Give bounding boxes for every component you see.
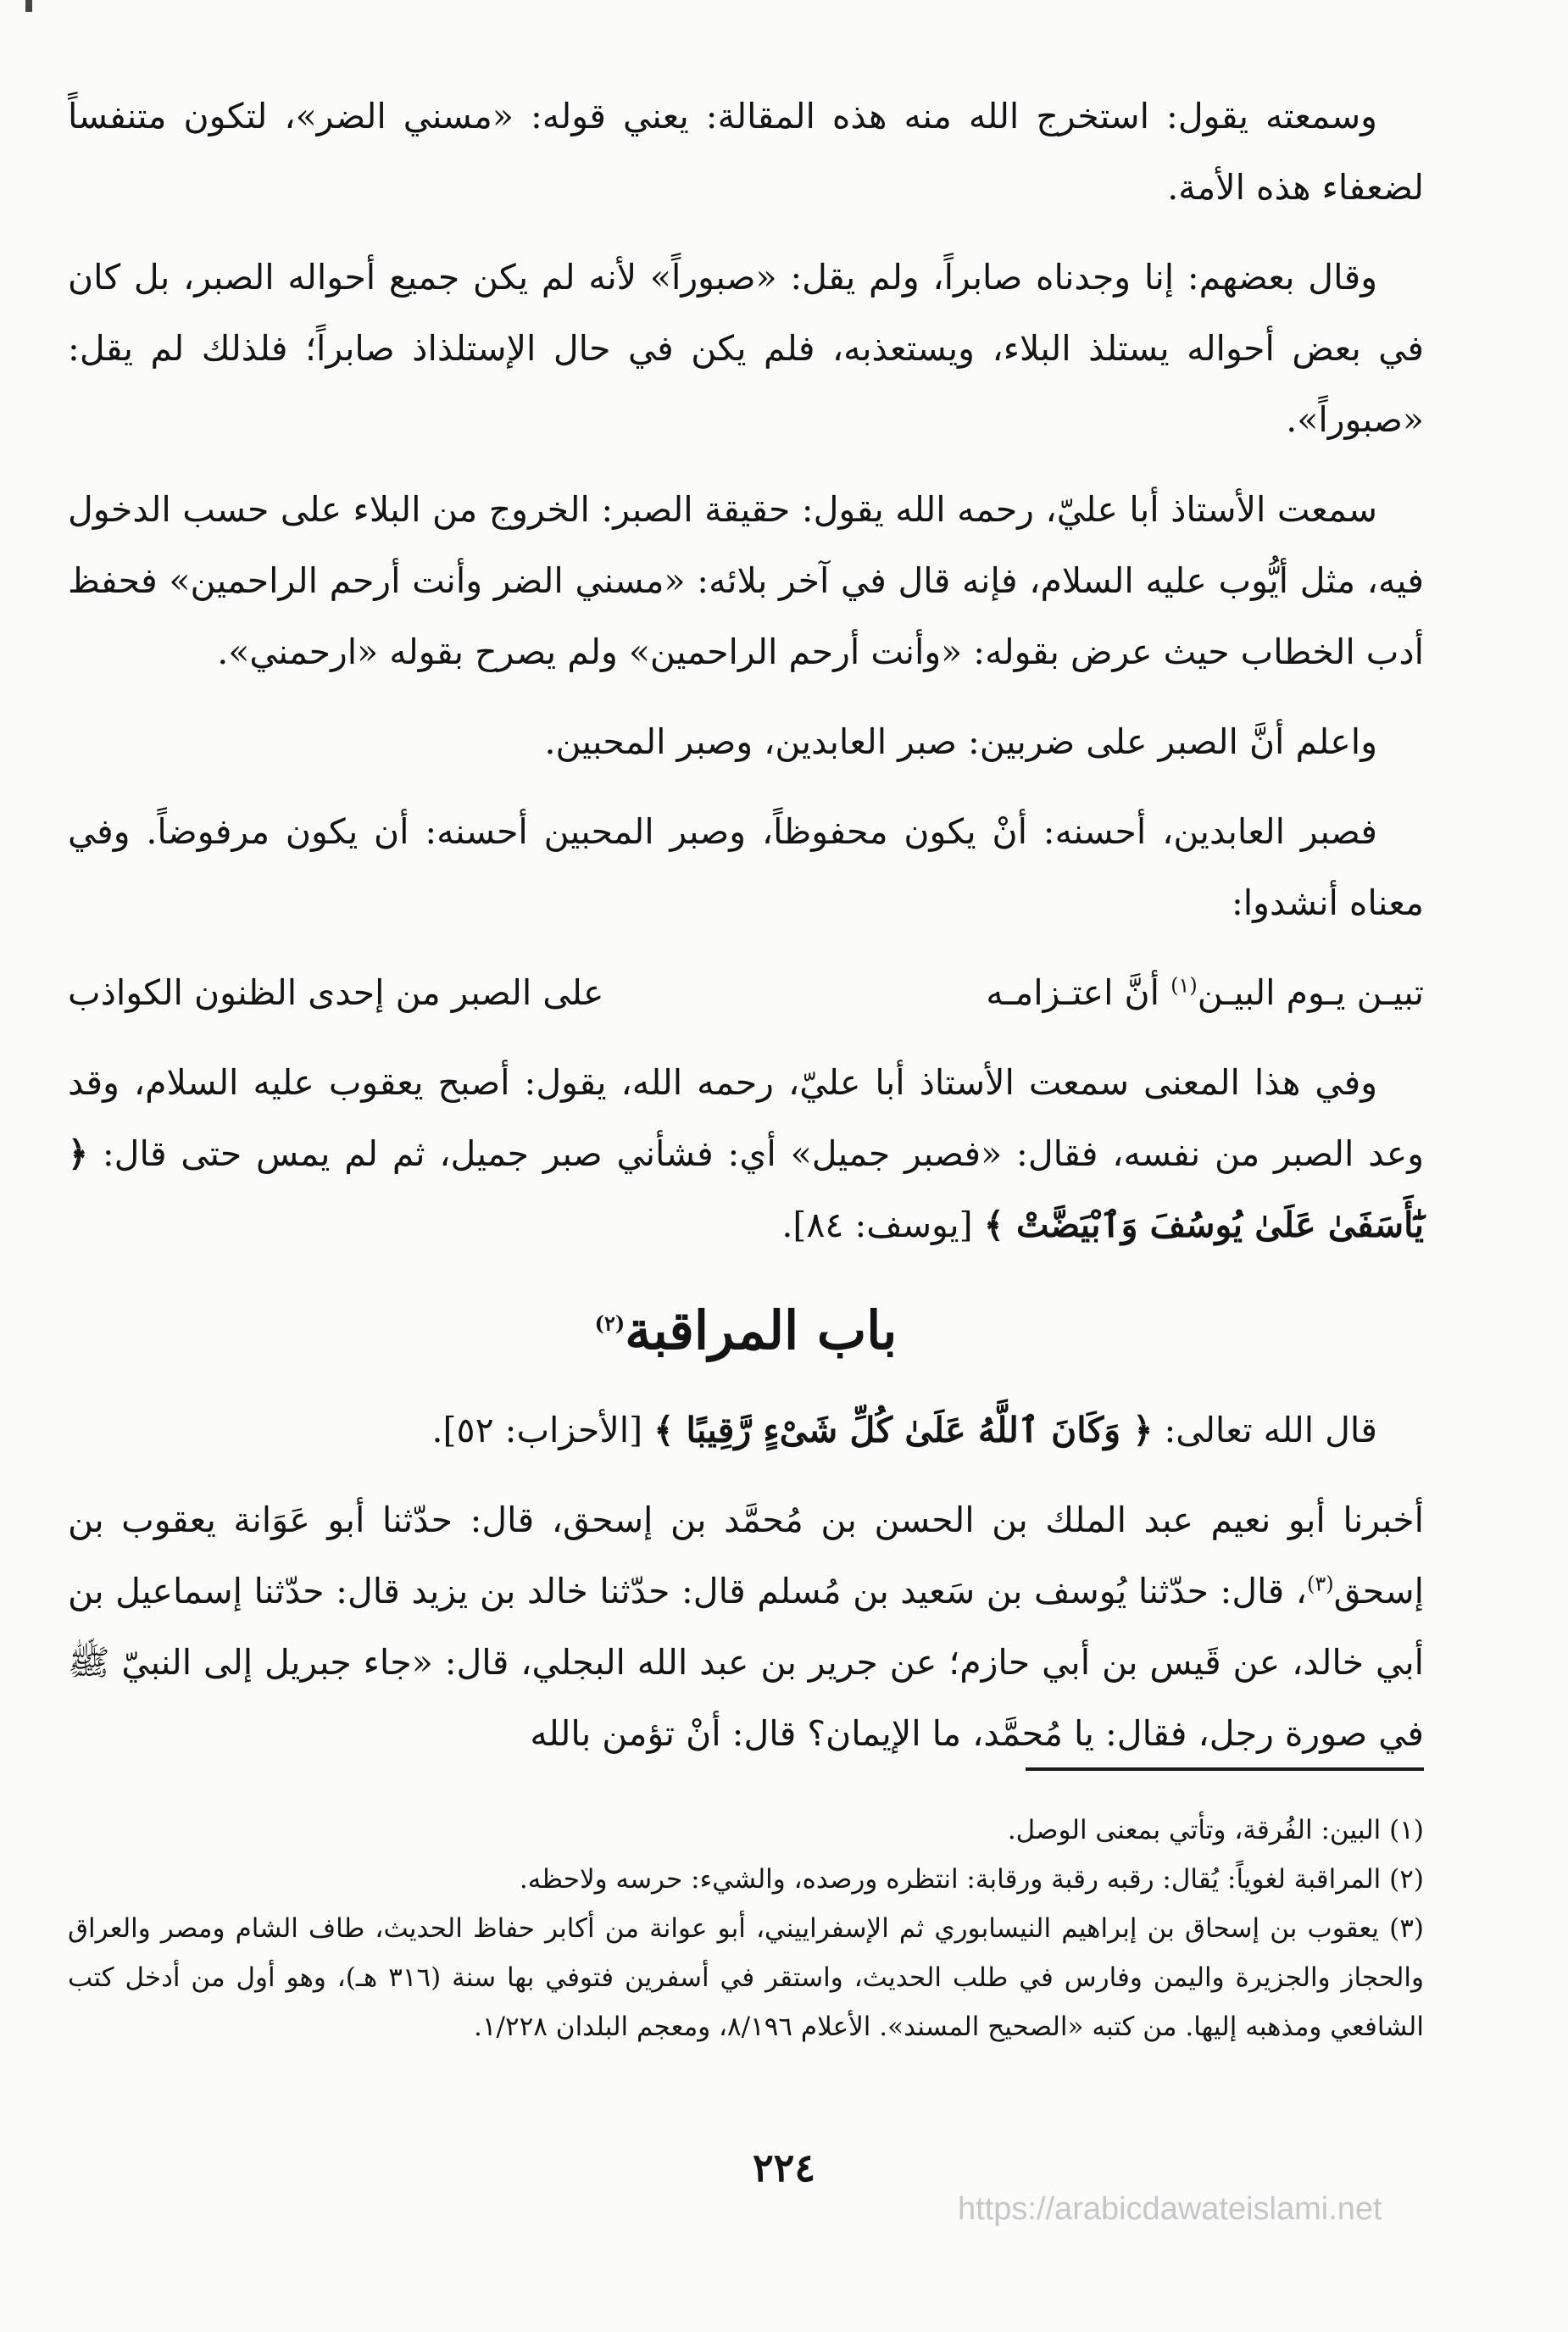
verse-second-hemistich: على الصبر من إحدى الظنون الكواذب (68, 972, 604, 1013)
paragraph-4: واعلم أنَّ الصبر على ضربين: صبر العابدين، وصبر المحبين. (544, 721, 1377, 762)
quran-reference: [الأحزاب: ٥٢]. (431, 1410, 643, 1450)
verse-first-hemistich: تبيـن يـوم البيـن$^{(١)}$ أنَّ اعتـزامـه (986, 972, 1424, 1013)
footnote-ref-1[interactable]: (١) (1170, 973, 1198, 998)
poem-verse (68, 957, 1424, 1028)
footnote-3: (٣) يعقوب بن إسحاق بن إبراهيم النيسابوري ثم الإسفراييني، أبو عوانة من أكابر حفاظ الحديث، طاف الشام ومصر والعراق والحجاز والجزيرة واليمن وفارس في طلب الحديث، واستقر في أسفرين فتوفي بها سنة (٣١٦ هـ)، وهو أول من أدخل كتب الشافعي ومذهبه إليها. من كتبه «الصحيح المسند». الأعلام ٨/١٩٦، ومعجم البلدان ١/٢٢٨. (68, 1913, 1425, 2042)
footnotes (68, 1767, 1424, 2051)
footnote-divider (1026, 1767, 1424, 1771)
footnote-ref-2[interactable]: (٢) (594, 1311, 626, 1336)
paragraph-2: وقال بعضهم: إنا وجدناه صابراً، ولم يقل: «صبوراً» لأنه لم يكن جميع أحواله الصبر، بل كان في بعض أحواله يستلذ البلاء، ويستعذبه، فلم يكن في حال الإستلذاذ صابراً؛ فلذلك لم يقل: «صبوراً». (68, 257, 1424, 440)
footnote-1: (١) البين: الفُرقة، وتأتي بمعنى الوصل. (1007, 1815, 1424, 1845)
quran-verse-yusuf: ﴿ يَٰٓأَسَفَىٰ عَلَىٰ يُوسُفَ وَٱبْيَضَّتْ ﴾ (68, 1133, 1424, 1245)
paragraph-5: فصبر العابدين، أحسنه: أنْ يكون محفوظاً، وصبر المحبين أحسنه: أن يكون مرفوضاً. وفي معناه أنشدوا: (68, 811, 1424, 923)
page-number: ٢٢٤ (752, 2145, 816, 2190)
paragraph-7: قال الله تعالى: ﴿ وَكَانَ ٱللَّهُ عَلَىٰ كُلِّ شَىْءٍ رَّقِيبًا ﴾ [الأحزاب: ٥٢]. (431, 1410, 1377, 1450)
paragraph-3: سمعت الأستاذ أبا عليّ، رحمه الله يقول: حقيقة الصبر: الخروج من البلاء على حسب الدخول فيه، مثل أيُّوب عليه السلام، فإنه قال في آخر بلائه: «مسني الضر وأنت أرحم الراحمين» فحفظ أدب الخطاب حيث عرض بقوله: «وأنت أرحم الراحمين» ولم يصرح بقوله «ارحمني». (68, 489, 1424, 672)
watermark-url: https://arabicdawateislami.net (958, 2191, 1382, 2227)
footnote-ref-3[interactable]: (٣) (1306, 1572, 1334, 1596)
paragraph-6: وفي هذا المعنى سمعت الأستاذ أبا عليّ، رحمه الله، يقول: أصبح يعقوب عليه السلام، وقد وعد الصبر من نفسه، فقال: «فصبر جميل» أي: فشأني صبر جميل، ثم لم يمس حتى قال: ﴿ يَٰٓأَسَفَىٰ عَلَىٰ يُوسُفَ وَٱبْيَضَّتْ ﴾ [يوسف: ٨٤]. (68, 1062, 1424, 1245)
footnote-2: (٢) المراقبة لغوياً: يُقال: رقبه رقبة ورقابة: انتظره ورصده، والشيء: حرسه ولاحظه. (519, 1864, 1424, 1895)
quran-verse-ahzab: ﴿ وَكَانَ ٱللَّهُ عَلَىٰ كُلِّ شَىْءٍ رَّقِيبًا ﴾ (653, 1410, 1154, 1450)
chapter-heading: باب المراقبة$^{(٢)}$ (594, 1300, 898, 1361)
paragraph-1: وسمعته يقول: استخرج الله منه هذه المقالة: يعني قوله: «مسني الضر»، لتكون متنفساً لضعفاء هذه الأمة. (68, 96, 1424, 208)
quran-reference: [يوسف: ٨٤]. (781, 1205, 973, 1245)
main-text (68, 81, 1424, 1788)
paragraph-8: أخبرنا أبو نعيم عبد الملك بن الحسن بن مُحمَّد بن إسحق، قال: حدّثنا أبو عَوَانة يعقوب بن إسحق$^{(٣)}$، قال: حدّثنا يُوسف بن سَعيد بن مُسلم قال: حدّثنا خالد بن يزيد قال: حدّثنا إسماعيل بن أبي خالد، عن قَيس بن أبي حازم؛ عن جرير بن عبد الله البجلي، قال: «جاء جبريل إلى النبيّ ﷺ في صورة رجل، فقال: يا مُحمَّد، ما الإيمان؟ قال: أنْ تؤمن بالله (68, 1500, 1424, 1754)
scan-corner-mark (25, 0, 32, 12)
